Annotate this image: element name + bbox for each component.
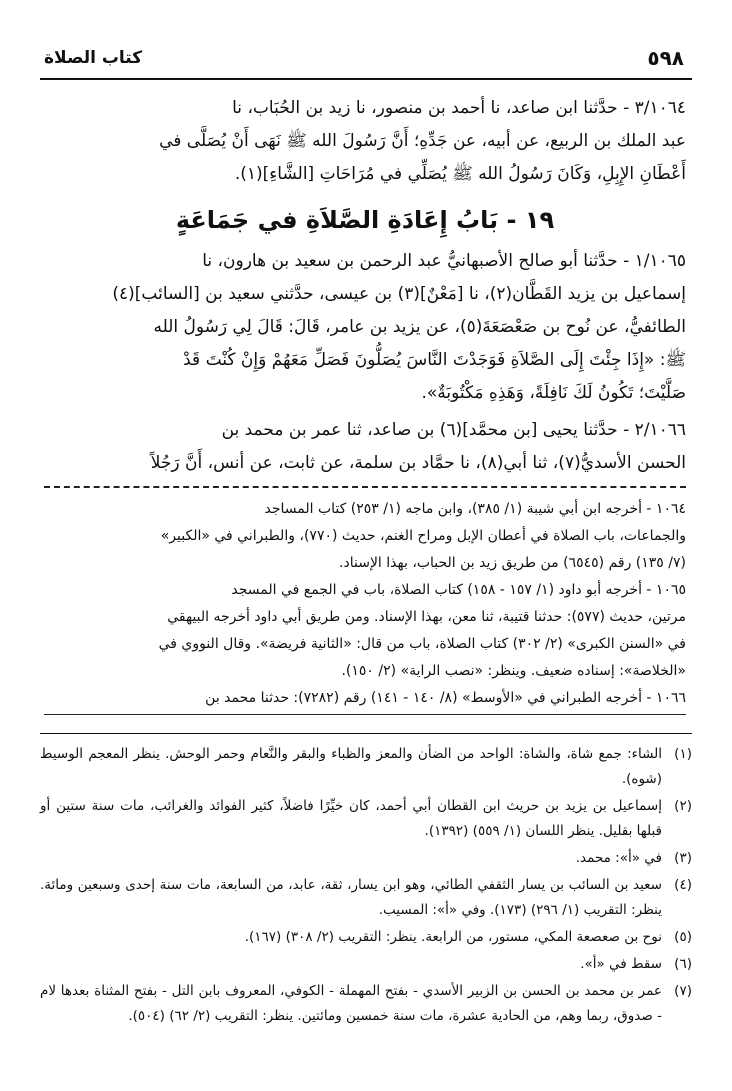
footnote-number: (٦): [674, 956, 692, 972]
footnote-text: في «أ»: محمد.: [575, 850, 662, 866]
text-line: ﷺ: «إِذَا جِئْتَ إِلَى الصَّلاَةِ فَوَجَدْتَ النَّاسَ يُصَلُّونَ فَصَلِّ مَعَهُمْ وَإِنْ كُنْتَ قَدْ: [183, 350, 686, 370]
footnote: [40, 979, 692, 1029]
footnote-text: الشاء: جمع شاة، والشاة: الواحد من الضأن والمعز والظباء والبقر والنَّعام وحمر الوحش. ينظر المعجم الوسيط (شوه).: [40, 746, 662, 787]
dashed-divider: [44, 486, 686, 488]
footnote-text: إسماعيل بن يزيد بن حريث ابن القطان أبي أحمد، كان خيِّرًا فاضلاً، كثير الفوائد والغرائب، مات سنة ستين أو قبلها بقليل. ينظر اللسان (١/ ٥٥٩) (١٣٩٢).: [40, 798, 662, 839]
footnote: [40, 846, 692, 871]
ref-line: (٧/ ١٣٥) رقم (٦٥٤٥) من طريق زيد بن الحباب، بهذا الإسناد.: [339, 555, 686, 571]
text-line: إسماعيل بن يزيد القَطَّان(٢)، نا [مَعْنٌ](٣) بن عيسى، حدَّثني سعيد بن [السائب](٤): [112, 284, 686, 304]
footnote: [40, 873, 692, 923]
text-line: ١/١٠٦٥ - حدَّثنا أبو صالح الأصبهانيُّ عبد الرحمن بن سعيد بن هارون، نا: [202, 251, 686, 271]
footnote-number: (٥): [674, 929, 692, 945]
footnotes: [40, 733, 692, 1031]
main-text: [44, 92, 686, 715]
hadith-1065: [44, 245, 686, 410]
ref-line: ١٠٦٦ - أخرجه الطبراني في «الأوسط» (٨/ ١٤٠ - ١٤١) رقم (٧٢٨٢): حدثنا محمد بن: [205, 690, 686, 706]
hadith-1066: [44, 414, 686, 480]
ref-line: «الخلاصة»: إسناده ضعيف. وينظر: «نصب الراية» (٢/ ١٥٠).: [341, 663, 686, 679]
page-header: [40, 40, 692, 80]
text-line: ٢/١٠٦٦ - حدَّثنا يحيى [بن محمَّد](٦) بن صاعد، ثنا عمر بن محمد بن: [221, 420, 686, 440]
footnote-text: نوح بن صعصعة المكي، مستور، من الرابعة. ينظر: التقريب (٢/ ٣٠٨) (١٦٧).: [244, 929, 662, 945]
text-line: عبد الملك بن الربيع، عن أبيه، عن جَدِّهِ؛ أَنَّ رَسُولَ الله ﷺ نَهَى أَنْ يُصَلَّى في: [159, 131, 686, 151]
hadith-1064: [44, 92, 686, 191]
reference-1066: [44, 685, 686, 712]
reference-1065: [44, 577, 686, 685]
footnote: [40, 742, 692, 792]
ref-line: في «السنن الكبرى» (٢/ ٣٠٢) كتاب الصلاة، باب من قال: «الثانية فريضة». وقال النووي في: [158, 636, 686, 652]
footnote-number: (١): [674, 746, 692, 762]
footnote-text: سعيد بن السائب بن يسار الثقفي الطائي، وهو ابن يسار، ثقة، عابد، من السابعة، مات سنة إحدى وسبعين ومائة. ينظر: التقريب (١/ ٢٩٦) (١٧٣). وفي «أ»: المسيب.: [40, 877, 662, 918]
footnote-number: (٧): [674, 983, 692, 999]
ref-line: مرتين، حديث (٥٧٧): حدثنا قتيبة، ثنا معن، بهذا الإسناد. ومن طريق أبي داود أخرجه البيهقي: [167, 609, 686, 625]
footnote: [40, 925, 692, 950]
footnote-text: عمر بن محمد بن الحسن بن الزبير الأسدي - بفتح المهملة - الكوفي، المعروف بابن التل - بفتح المثناة بعدها لام - صدوق، ربما وهم، من الحادية عشرة، مات سنة خمسين ومائتين. ينظر: التقريب (٢/ ٦٢) (٥٠٤).: [40, 983, 662, 1024]
footnote-text: سقط في «أ».: [580, 956, 662, 972]
text-line: الطائفيُّ، عن نُوح بن صَعْصَعَةَ(٥)، عن يزيد بن عامر، قَالَ: قَالَ لِي رَسُولُ الله: [153, 317, 686, 337]
footnote-number: (٢): [674, 798, 692, 814]
reference-divider: [44, 714, 686, 715]
footnote-number: (٤): [674, 877, 692, 893]
footnote: [40, 794, 692, 844]
footnote: [40, 952, 692, 977]
text-line: الحسن الأسديُّ(٧)، ثنا أبي(٨)، نا حمَّاد بن سلمة، عن ثابت، عن أنس، أَنَّ رَجُلاً: [150, 453, 686, 473]
ref-line: ١٠٦٤ - أخرجه ابن أبي شيبة (١/ ٣٨٥)، وابن ماجه (١/ ٢٥٣) كتاب المساجد: [264, 501, 686, 517]
text-line: ٣/١٠٦٤ - حدَّثنا ابن صاعد، نا أحمد بن منصور، نا زيد بن الحُبَاب، نا: [232, 98, 686, 118]
ref-line: ١٠٦٥ - أخرجه أبو داود (١/ ١٥٧ - ١٥٨) كتاب الصلاة، باب في الجمع في المسجد: [231, 582, 686, 598]
ref-line: والجماعات، باب الصلاة في أعطان الإبل ومراح الغنم، حديث (٧٧٠)، والطبراني في «الكبير»: [160, 528, 686, 544]
text-line: صَلَّيْتَ؛ تَكُونُ لَكَ نَافِلَةً، وَهَذِهِ مَكْتُوبَةٌ».: [421, 383, 686, 403]
text-line: أَعْطَانِ الإِبِلِ، وَكَانَ رَسُولُ الله ﷺ يُصَلِّي في مُرَاحَاتِ [الشَّاءِ](١).: [234, 164, 686, 184]
footnote-number: (٣): [674, 850, 692, 866]
book-title: كتاب الصلاة: [44, 48, 143, 68]
chapter-heading: ١٩ - بَابُ إِعَادَةِ الصَّلاَةِ في جَمَاعَةٍ: [175, 206, 555, 234]
reference-1064: [44, 496, 686, 577]
page-number: ٥٩٨: [647, 46, 684, 70]
